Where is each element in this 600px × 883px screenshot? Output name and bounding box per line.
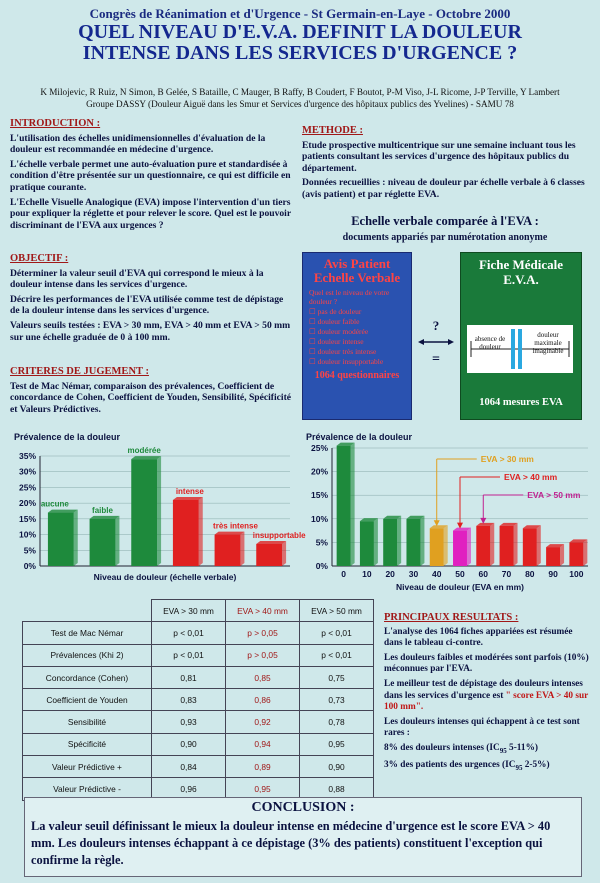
- bar: [360, 521, 374, 566]
- table-header: EVA > 50 mm: [300, 600, 374, 622]
- avis-questionnaire: [303, 285, 411, 366]
- introduction-heading: INTRODUCTION :: [10, 118, 101, 129]
- bar: [430, 528, 444, 566]
- table-cell: 0,95: [300, 733, 374, 755]
- group: Groupe DASSY (Douleur Aiguë dans les Smur et Services d'urgence des hôpitaux publics des Yvelines) - SAMU 78: [86, 99, 514, 109]
- fiche-title-1: Fiche Médicale: [478, 257, 564, 272]
- intro-p2: L'échelle verbale permet une auto-évaluation pure et standardisée à condition d'être présentée sur un questionnaire, ce qui est difficile en pratique courante.: [10, 158, 291, 193]
- table-cell: p < 0,01: [152, 644, 226, 666]
- category-label: insupportable: [252, 531, 306, 540]
- conclusion-heading: CONCLUSION :: [251, 800, 355, 815]
- bar-top: [215, 532, 245, 535]
- bar-top: [256, 541, 286, 544]
- bar: [337, 446, 351, 566]
- avis-option-label: douleur très intense: [317, 347, 377, 356]
- introduction-section: [10, 118, 292, 234]
- category-label: intense: [175, 487, 204, 496]
- p6-sub: 95: [515, 764, 523, 773]
- table-row: [23, 756, 374, 778]
- bar-side: [420, 516, 424, 566]
- table-row: [23, 689, 374, 711]
- poster-title: [0, 22, 600, 64]
- table-cell: 0,75: [300, 666, 374, 688]
- methode-section: [302, 125, 586, 204]
- x-tick-label: 20: [385, 569, 395, 579]
- bar: [406, 519, 420, 566]
- p5-range: 5-11%): [506, 742, 538, 753]
- category-label: très intense: [213, 521, 258, 531]
- scale-right-label: douleur maximale imaginable: [532, 331, 564, 355]
- avis-title-1: Avis Patient: [323, 256, 391, 271]
- table-cell: 0,96: [152, 778, 226, 800]
- table-cell: p < 0,01: [300, 644, 374, 666]
- bar-side: [514, 523, 518, 566]
- bar: [256, 544, 282, 566]
- y-tick-label: 20%: [310, 466, 328, 477]
- principaux-p6: [384, 760, 592, 774]
- criteres-section: [10, 366, 292, 418]
- table-cell: 0,73: [300, 689, 374, 711]
- y-tick-label: 20%: [18, 498, 36, 509]
- row-label: Valeur Prédictive -: [23, 778, 152, 800]
- equals-sign: =: [432, 352, 440, 367]
- table-header: EVA > 40 mm: [226, 600, 300, 622]
- intro-p3: L'Echelle Visuelle Analogique (EVA) impose l'intervention d'un tiers pour expliquer la réglette et pour relever le score. Quel est le pouvoir discriminant de l'EVA aux urgences ?: [10, 196, 291, 231]
- row-label: Test de Mac Némar: [23, 622, 152, 644]
- y-tick-label: 0%: [23, 561, 36, 571]
- chart-verbal-scale: [6, 428, 306, 594]
- comparison-subtitle: documents appariés par numérotation anonyme: [342, 232, 548, 243]
- bar: [383, 519, 397, 566]
- bar: [453, 531, 467, 566]
- annotation-label: EVA > 30 mm: [480, 454, 534, 464]
- table-cell: 0,78: [300, 711, 374, 733]
- bar-side: [351, 443, 355, 566]
- bar-side: [115, 516, 119, 566]
- avis-option: ☐ douleur faible: [309, 317, 360, 326]
- x-axis-label: Niveau de douleur (EVA en mm): [396, 582, 524, 592]
- table-cell: p < 0,01: [300, 622, 374, 644]
- title-line-2: INTENSE DANS LES SERVICES D'URGENCE ?: [82, 42, 518, 64]
- criteres-p1: Test de Mac Némar, comparaison des prévalences, Coefficient de concordance de Cohen, Coefficient de Youden, Sensibilité, Spécificité et Valeurs Prédictives.: [10, 380, 292, 415]
- avis-option-label: douleur faible: [317, 317, 360, 326]
- bar: [90, 519, 116, 566]
- bar: [500, 526, 514, 566]
- principaux-best-test: " score EVA > 40 sur 100 mm".: [384, 690, 589, 713]
- table-header-row: [23, 600, 374, 622]
- x-tick-label: 60: [478, 569, 489, 579]
- bar-top: [131, 456, 161, 459]
- bar-side: [157, 456, 161, 566]
- table-cell: 0,90: [300, 756, 374, 778]
- category-label: faible: [92, 505, 113, 515]
- objectif-p3: Valeurs seuils testées : EVA > 30 mm, EVA > 40 mm et EVA > 50 mm sur une échelle graduée de 0 à 100 mm.: [10, 319, 291, 343]
- x-tick-label: 40: [431, 569, 442, 579]
- principaux-p2: Les douleurs faibles et modérées sont parfois (10%) méconnues par l'EVA.: [384, 652, 589, 675]
- y-tick-label: 25%: [310, 443, 328, 453]
- bar-side: [74, 510, 78, 566]
- title-line-1: QUEL NIVEAU D'E.V.A. DEFINIT LA DOULEUR: [78, 21, 522, 43]
- authors-block: [4, 86, 596, 110]
- table-cell: 0,90: [152, 733, 226, 755]
- table-cell: 0,84: [152, 756, 226, 778]
- table-row: [23, 622, 374, 644]
- avis-option: ☐ douleur insupportable: [309, 357, 384, 366]
- bar-side: [467, 528, 471, 566]
- principaux-p5: [384, 743, 592, 757]
- criteres-heading: CRITERES DE JUGEMENT :: [10, 366, 149, 377]
- table-cell: 0,83: [152, 689, 226, 711]
- objectif-heading: OBJECTIF :: [10, 253, 69, 264]
- fiche-medicale-card: [460, 252, 582, 420]
- x-tick-label: 90: [548, 569, 558, 579]
- comparison-symbols: [418, 318, 454, 368]
- bar-top: [173, 497, 203, 500]
- fiche-title: [461, 257, 581, 287]
- bar: [131, 459, 157, 566]
- x-tick-label: 50: [455, 569, 465, 579]
- methode-p2: Données recueillies : niveau de douleur par échelle verbale à 6 classes (avis patient) et par réglette EVA.: [302, 177, 585, 200]
- table-cell: p > 0,05: [226, 644, 300, 666]
- fiche-count: 1064 mesures EVA: [479, 397, 563, 408]
- intro-p1: L'utilisation des échelles unidimensionnelles d'évaluation de la douleur est recommandée en médecine d'urgence.: [10, 132, 266, 156]
- x-tick-label: 100: [569, 569, 584, 579]
- bar-side: [374, 518, 378, 566]
- table-header: EVA > 30 mm: [152, 600, 226, 622]
- comparison-title: Echelle verbale comparée à l'EVA :: [351, 214, 539, 228]
- principaux-p3-text: Le meilleur test de dépistage des douleurs intenses dans les services d'urgence est: [384, 678, 583, 701]
- p6-text: 3% des patients des urgences (IC: [384, 760, 516, 771]
- bar: [215, 535, 241, 566]
- row-label: Coefficient de Youden: [23, 689, 152, 711]
- x-tick-label: 30: [408, 569, 419, 579]
- row-label: Prévalences (Khi 2): [23, 644, 152, 666]
- avis-option: ☐ douleur très intense: [309, 347, 377, 356]
- avis-option-label: douleur modérée: [317, 327, 369, 336]
- bar: [48, 513, 74, 566]
- avis-option: ☐ douleur modérée: [309, 327, 369, 336]
- principaux-p1: L'analyse des 1064 fiches appariées est résumée dans le tableau ci-contre.: [384, 626, 573, 649]
- row-label: Spécificité: [23, 733, 152, 755]
- y-tick-label: 0%: [315, 561, 328, 571]
- bar-side: [490, 523, 494, 566]
- double-arrow-icon: [418, 337, 454, 347]
- objectif-p1: Déterminer la valeur seuil d'EVA qui correspond le mieux à la douleur intense dans les services d'urgence.: [10, 267, 264, 291]
- y-tick-label: 10%: [18, 529, 36, 540]
- bar-top: [90, 516, 120, 519]
- row-label: Valeur Prédictive +: [23, 756, 152, 778]
- bar-top: [48, 510, 78, 513]
- x-tick-label: 0: [341, 569, 347, 579]
- table-cell: 0,86: [226, 689, 300, 711]
- conclusion-text: La valeur seuil définissant le mieux la douleur intense en médecine d'urgence est le score EVA > 40 mm. Les douleurs intenses échappant à ce dépistage (3% des patients) constituent l'exception qui confirme la règle.: [31, 819, 551, 867]
- bar: [476, 526, 490, 566]
- chart-eva-scale: [300, 428, 594, 594]
- p5-text: 8% des douleurs intenses (IC: [384, 742, 500, 753]
- table-cell: 0,89: [226, 756, 300, 778]
- bar-side: [282, 541, 286, 566]
- bar-side: [560, 544, 564, 566]
- bar: [523, 528, 537, 566]
- avis-option: ☐ douleur intense: [309, 337, 364, 346]
- chart-title: Prévalence de la douleur: [14, 432, 121, 442]
- y-tick-label: 5%: [315, 537, 328, 548]
- avis-patient-card: [302, 252, 412, 420]
- y-tick-label: 25%: [18, 482, 36, 493]
- bar-side: [240, 532, 244, 566]
- principaux-section: [384, 612, 592, 778]
- avis-count: 1064 questionnaires: [314, 370, 400, 381]
- avis-option-label: douleur insupportable: [317, 357, 384, 366]
- bar-side: [397, 516, 401, 566]
- table-corner: [23, 600, 152, 622]
- p6-range: 2-5%): [522, 760, 550, 771]
- y-tick-label: 35%: [18, 451, 36, 461]
- bar-side: [199, 497, 203, 566]
- results-table: [22, 599, 374, 801]
- p5-sub: 95: [499, 746, 507, 755]
- avis-option-label: douleur intense: [317, 337, 364, 346]
- y-tick-label: 10%: [310, 513, 328, 524]
- methode-p1: Etude prospective multicentrique sur une semaine incluant tous les patients consultant les services d'urgence des hôpitaux publics du département.: [302, 139, 576, 174]
- question-mark: ?: [432, 318, 440, 333]
- y-tick-label: 5%: [23, 545, 36, 556]
- y-tick-label: 15%: [310, 490, 328, 501]
- table-cell: 0,95: [226, 778, 300, 800]
- avis-option: ☐ pas de douleur: [309, 307, 362, 316]
- bar: [173, 500, 199, 566]
- table-row: [23, 711, 374, 733]
- objectif-section: [10, 253, 292, 346]
- x-tick-label: 80: [525, 569, 535, 579]
- table-cell: 0,88: [300, 778, 374, 800]
- bar: [569, 542, 583, 566]
- avis-option-label: pas de douleur: [317, 307, 362, 316]
- eva-ruler: [467, 325, 573, 373]
- x-axis-label: Niveau de douleur (échelle verbale): [93, 572, 237, 582]
- table-cell: 0,85: [226, 666, 300, 688]
- bar: [546, 547, 560, 566]
- row-label: Sensibilité: [23, 711, 152, 733]
- table-cell: 0,81: [152, 666, 226, 688]
- table-row: [23, 644, 374, 666]
- chart-title: Prévalence de la douleur: [306, 432, 413, 442]
- conference-line: Congrès de Réanimation et d'Urgence - St Germain-en-Laye - Octobre 2000: [89, 6, 511, 21]
- table-cell: 0,93: [152, 711, 226, 733]
- table-cell: 0,94: [226, 733, 300, 755]
- fiche-title-2: E.V.A.: [503, 272, 539, 287]
- conclusion-box: [24, 797, 582, 877]
- table-row: [23, 733, 374, 755]
- x-tick-label: 10: [362, 569, 372, 579]
- bar-side: [583, 539, 587, 566]
- principaux-p3: [384, 679, 592, 714]
- authors: K Milojevic, R Ruiz, N Simon, B Gelée, S Bataille, C Mauger, B Raffy, B Coudert, F Boutot, P-M Viso, J-L Ricome, J-P Terville, Y Lambert: [40, 87, 560, 97]
- bar-side: [444, 525, 448, 566]
- annotation-label: EVA > 40 mm: [504, 472, 558, 482]
- avis-title: [303, 257, 411, 285]
- table-cell: p < 0,01: [152, 622, 226, 644]
- avis-title-2: Echelle Verbale: [313, 270, 401, 285]
- principaux-heading: PRINCIPAUX RESULTATS :: [384, 612, 519, 623]
- category-label: modérée: [127, 446, 161, 456]
- category-label: aucune: [40, 499, 69, 509]
- objectif-p2: Décrire les performances de l'EVA utilisée comme test de dépistage de la douleur intense dans les services d'urgence.: [10, 293, 284, 317]
- avis-question: Quel est le niveau de votre douleur ?: [309, 288, 390, 306]
- y-tick-label: 15%: [18, 513, 36, 524]
- x-tick-label: 70: [501, 569, 512, 579]
- table-row: [23, 666, 374, 688]
- bar-side: [537, 525, 541, 566]
- table-cell: p > 0,05: [226, 622, 300, 644]
- y-tick-label: 30%: [18, 466, 36, 477]
- scale-left-label: absence de douleur: [474, 335, 506, 351]
- annotation-label: EVA > 50 mm: [527, 490, 581, 500]
- methode-heading: METHODE :: [302, 125, 363, 136]
- table-cell: 0,92: [226, 711, 300, 733]
- principaux-p4: Les douleurs intenses qui échappent à ce test sont rares :: [384, 716, 580, 739]
- row-label: Concordance (Cohen): [23, 666, 152, 688]
